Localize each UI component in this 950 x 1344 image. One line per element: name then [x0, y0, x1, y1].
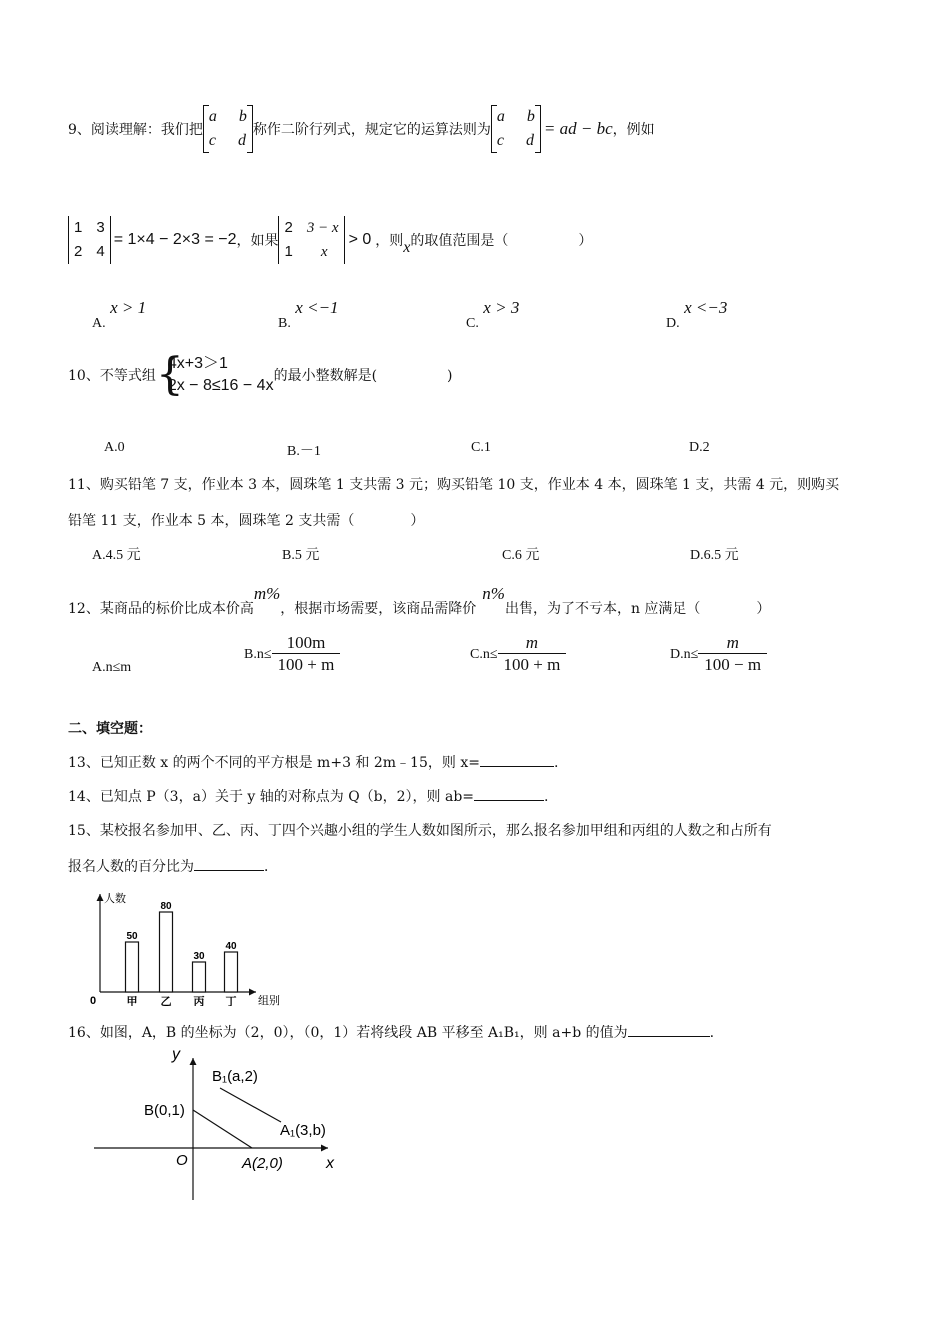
chart-bar-1 — [160, 912, 173, 992]
q12-option-d[interactable]: D.n≤ $\frac{m}{100 - m}$ — [670, 633, 767, 676]
chart-category-label-2: 丙 — [193, 996, 205, 1006]
point-a1-label: A₁(3,b) — [280, 1122, 326, 1139]
point-a-label: A(2,0) — [242, 1155, 283, 1172]
q9-mid: ，如果 — [236, 233, 279, 249]
chart-bar-2 — [193, 962, 206, 992]
q11-line2: 铅笔 11 支，作业本 5 本，圆珠笔 2 支共需（ ） — [68, 513, 425, 529]
q9-tail-a: ，则 — [375, 233, 404, 249]
q12-option-a[interactable]: A.n≤m — [92, 660, 132, 675]
q9-line1 — [68, 104, 655, 154]
q15-line1: 15、某校报名参加甲、乙、丙、丁四个兴趣小组的学生人数如图所示，那么报名参加甲组和丙组的人数之和占所有 — [68, 823, 772, 839]
q13: 13、已知正数 x 的两个不同的平方根是 m+3 和 2m﹣15，则 x= . — [68, 755, 559, 771]
origin-label: O — [176, 1152, 188, 1169]
q16: 16、如图，A，B 的坐标为（2，0），（0，1）若将线段 AB 平移至 A₁B₁，则 a+b 的值为 . — [68, 1025, 715, 1041]
q9-var: x — [403, 239, 411, 256]
q16-answer-blank[interactable] — [628, 1024, 710, 1037]
q9-cond-det: 2 3 − x 1 x — [278, 216, 344, 264]
q10-option-c[interactable]: C.1 — [471, 440, 491, 455]
q10-option-b[interactable]: B.－1 — [287, 444, 321, 459]
chart-value-label-0: 50 — [126, 931, 138, 942]
q12-text-b: ，根据市场需要，该商品需降价 — [280, 601, 477, 617]
q11-line1: 11、购买铅笔 7 支，作业本 3 本，圆珠笔 1 支共需 3 元；购买铅笔 10 支，作业本 4 本，圆珠笔 1 支，共需 4 元，则购买 — [68, 477, 840, 493]
q9-option-a[interactable]: A. x > 1 — [92, 298, 147, 331]
chart-category-label-3: 丁 — [225, 996, 237, 1006]
q11-option-a[interactable]: A.4.5 元 — [92, 548, 141, 563]
q14-answer-blank[interactable] — [474, 788, 544, 801]
q9-option-d[interactable]: D. x <−3 — [666, 298, 728, 331]
chart-category-label-0: 甲 — [126, 996, 138, 1006]
q13-answer-blank[interactable] — [480, 754, 554, 767]
q10-option-d[interactable]: D.2 — [689, 440, 710, 455]
q12-n-percent: n% — [482, 584, 505, 603]
q10-line — [68, 350, 453, 400]
chart-value-label-2: 30 — [193, 951, 205, 962]
q10-suffix: 的最小整数解是( ) — [273, 368, 453, 384]
q9-line2 — [68, 214, 592, 266]
q9-rule-rhs: = ad − bc — [543, 119, 613, 138]
q11-option-b[interactable]: B.5 元 — [282, 548, 320, 563]
q15-answer-blank[interactable] — [194, 858, 264, 871]
chart-value-label-3: 40 — [225, 941, 237, 952]
q9-example-rhs: = 1×4 − 2×3 = −2 — [113, 231, 237, 248]
q15-line2: 报名人数的百分比为 ． — [68, 859, 278, 875]
q12-m-percent: m% — [253, 584, 281, 603]
x-axis-label: x — [326, 1155, 334, 1172]
q12-option-b[interactable]: B.n≤ $\frac{100m}{100 + m}$ — [244, 633, 340, 676]
q12-option-c[interactable]: C.n≤ $\frac{m}{100 + m}$ — [470, 633, 566, 676]
q9-text-c: ，例如 — [612, 122, 655, 138]
chart-x-label: 组别 — [258, 995, 280, 1006]
q9-option-b[interactable]: B. x <−1 — [278, 298, 339, 331]
chart-bar-0 — [126, 942, 139, 992]
q10-prefix: 10、不等式组 — [68, 368, 156, 384]
bar-chart — [86, 884, 296, 1006]
chart-bar-3 — [225, 952, 238, 992]
q11-option-c[interactable]: C.6 元 — [502, 548, 540, 563]
point-b-label: B(0,1) — [144, 1102, 185, 1119]
chart-category-label-1: 乙 — [160, 996, 172, 1006]
y-axis-label: y — [172, 1046, 180, 1063]
chart-origin-label: 0 — [90, 995, 97, 1006]
section-title-fill-in: 二、填空题： — [68, 721, 152, 737]
q9-rule-matrix: a b c d — [491, 105, 541, 153]
coordinate-figure — [88, 1044, 358, 1204]
point-b1-label: B₁(a,2) — [212, 1068, 258, 1085]
q9-example-det: 1 3 2 4 — [68, 216, 111, 264]
q9-text-b: 称作二阶行列式，规定它的运算法则为 — [252, 122, 491, 138]
q9-option-c[interactable]: C. x > 3 — [466, 298, 520, 331]
q9-matrix: a b c d — [203, 105, 253, 153]
q12-text-c: 出售，为了不亏本，n 应满足（ ） — [504, 601, 771, 617]
chart-value-label-1: 80 — [160, 901, 172, 912]
q10-option-a[interactable]: A.0 — [104, 440, 125, 455]
segment-a1b1 — [220, 1088, 281, 1122]
q12-text-a: 12、某商品的标价比成本价高 — [68, 601, 254, 617]
chart-y-label: 人数 — [104, 893, 126, 905]
q11-option-d[interactable]: D.6.5 元 — [690, 548, 739, 563]
q12-line — [68, 578, 770, 618]
q9-tail-b: 的取值范围是（ ） — [410, 233, 593, 249]
q10-system: { 4x+3＞1 2x − 8≤16 − 4x — [155, 349, 274, 400]
q9-text-a: 9、阅读理解：我们把 — [68, 122, 203, 138]
segment-ab — [193, 1110, 252, 1148]
q14: 14、已知点 P（3，a）关于 y 轴的对称点为 Q（b，2），则 ab= . — [68, 789, 549, 805]
q9-cond-rhs: > 0 — [348, 231, 372, 248]
q10-ineq-1: 4x+3＞1 — [167, 355, 228, 372]
q10-ineq-2: 2x − 8≤16 − 4x — [167, 377, 274, 394]
